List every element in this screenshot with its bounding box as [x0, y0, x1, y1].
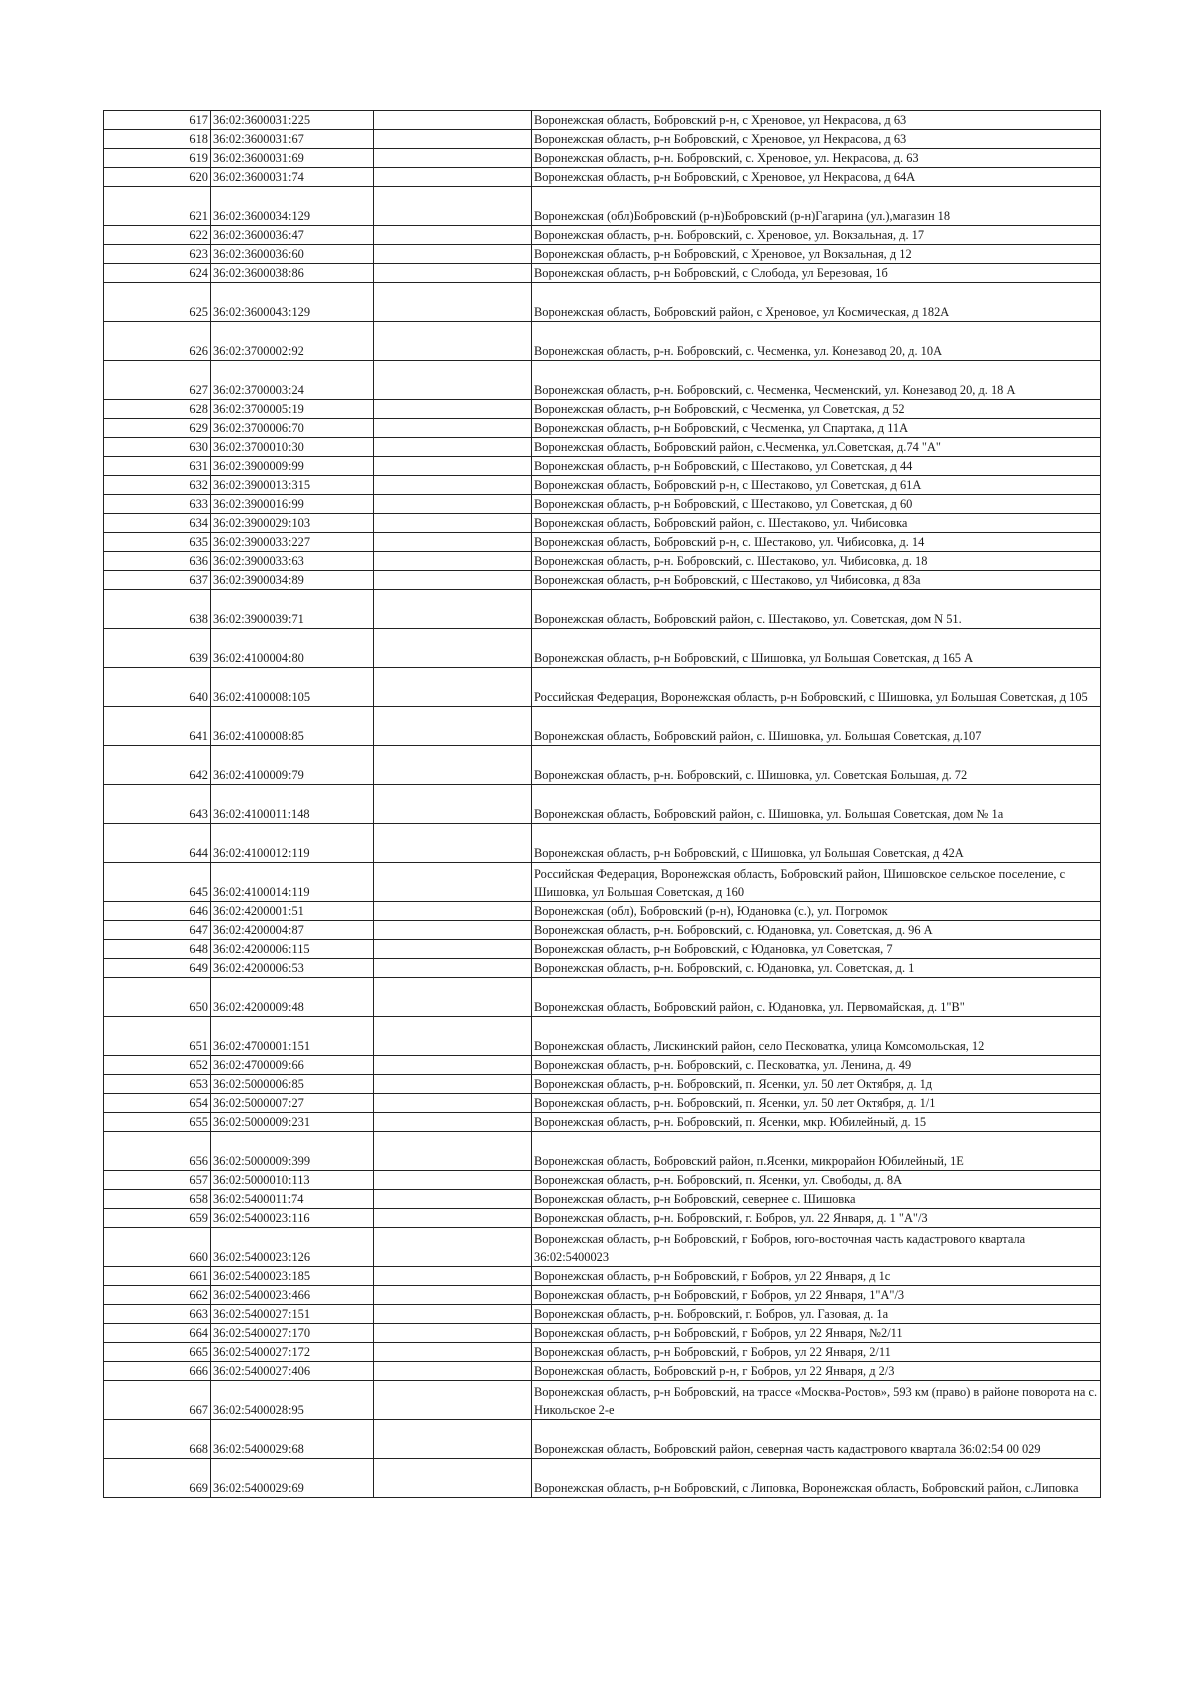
- table-row: [104, 1075, 1101, 1094]
- address-cell: Воронежская область, р-н. Бобровский, с. Хреновое, ул. Вокзальная, д. 17: [532, 226, 1101, 245]
- cadastral-number-cell: 36:02:3900013:315: [211, 476, 374, 495]
- address-cell: Воронежская область, р-н. Бобровский, г. Бобров, ул. 22 Января, д. 1 "А"/3: [532, 1209, 1101, 1228]
- empty-cell: [374, 1094, 532, 1113]
- empty-cell: [374, 959, 532, 978]
- address-cell: Воронежская (обл)Бобровский (р-н)Бобровский (р-н)Гагарина (ул.),магазин 18: [532, 187, 1101, 226]
- address-cell: Воронежская область, р-н Бобровский, с Шестаково, ул Чибисовка, д 83а: [532, 571, 1101, 590]
- address-cell: Воронежская область, р-н. Бобровский, г. Бобров, ул. Газовая, д. 1а: [532, 1305, 1101, 1324]
- row-number-cell: 644: [104, 824, 211, 863]
- address-cell: Воронежская область, р-н Бобровский, г Бобров, юго-восточная часть кадастрового квартала 36:02:5400023: [532, 1228, 1101, 1267]
- row-number-cell: 622: [104, 226, 211, 245]
- address-cell: Воронежская область, р-н. Бобровский, с. Чесменка, Чесменский, ул. Конезавод 20, д. 18 А: [532, 361, 1101, 400]
- address-cell: Воронежская область, р-н Бобровский, с Липовка, Воронежская область, Бобровский район, с.Липовка: [532, 1459, 1101, 1498]
- table-row: [104, 245, 1101, 264]
- table-row: [104, 1459, 1101, 1498]
- cadastral-number-cell: 36:02:4100014:119: [211, 863, 374, 902]
- row-number-cell: 663: [104, 1305, 211, 1324]
- cadastral-number-cell: 36:02:4100011:148: [211, 785, 374, 824]
- row-number-cell: 643: [104, 785, 211, 824]
- row-number-cell: 658: [104, 1190, 211, 1209]
- cadastral-number-cell: 36:02:4100008:85: [211, 707, 374, 746]
- cadastral-number-cell: 36:02:5000009:399: [211, 1132, 374, 1171]
- empty-cell: [374, 1017, 532, 1056]
- address-cell: Воронежская область, р-н Бобровский, г Бобров, ул 22 Января, 2/11: [532, 1343, 1101, 1362]
- address-cell: Воронежская область, р-н Бобровский, с Шестаково, ул Советская, д 44: [532, 457, 1101, 476]
- cadastral-number-cell: 36:02:5000009:231: [211, 1113, 374, 1132]
- empty-cell: [374, 187, 532, 226]
- table-row: [104, 1171, 1101, 1190]
- table-row: [104, 1017, 1101, 1056]
- table-row: [104, 130, 1101, 149]
- table-row: [104, 668, 1101, 707]
- table-row: [104, 571, 1101, 590]
- cadastral-number-cell: 36:02:4200009:48: [211, 978, 374, 1017]
- cadastral-number-cell: 36:02:3900034:89: [211, 571, 374, 590]
- row-number-cell: 668: [104, 1420, 211, 1459]
- table-row: [104, 921, 1101, 940]
- empty-cell: [374, 1267, 532, 1286]
- empty-cell: [374, 1113, 532, 1132]
- cadastral-number-cell: 36:02:3600031:74: [211, 168, 374, 187]
- address-cell: Воронежская область, Бобровский р-н, с Хреновое, ул Некрасова, д 63: [532, 111, 1101, 130]
- empty-cell: [374, 571, 532, 590]
- table-row: [104, 187, 1101, 226]
- empty-cell: [374, 495, 532, 514]
- cadastral-number-cell: 36:02:5000007:27: [211, 1094, 374, 1113]
- row-number-cell: 649: [104, 959, 211, 978]
- table-row: [104, 1343, 1101, 1362]
- cadastral-number-cell: 36:02:3600031:69: [211, 149, 374, 168]
- address-cell: Воронежская область, Бобровский район, п.Ясенки, микрорайон Юбилейный, 1Е: [532, 1132, 1101, 1171]
- table-row: [104, 1286, 1101, 1305]
- empty-cell: [374, 226, 532, 245]
- row-number-cell: 666: [104, 1362, 211, 1381]
- table-row: [104, 785, 1101, 824]
- row-number-cell: 664: [104, 1324, 211, 1343]
- cadastral-number-cell: 36:02:4100004:80: [211, 629, 374, 668]
- address-cell: Воронежская область, р-н. Бобровский, с. Шестаково, ул. Чибисовка, д. 18: [532, 552, 1101, 571]
- cadastral-number-cell: 36:02:4700009:66: [211, 1056, 374, 1075]
- row-number-cell: 656: [104, 1132, 211, 1171]
- cadastral-number-cell: 36:02:5000006:85: [211, 1075, 374, 1094]
- address-cell: Воронежская область, р-н. Бобровский, п. Ясенки, ул. 50 лет Октября, д. 1д: [532, 1075, 1101, 1094]
- table-row: [104, 1113, 1101, 1132]
- empty-cell: [374, 552, 532, 571]
- cadastral-number-cell: 36:02:5400027:172: [211, 1343, 374, 1362]
- table-row: [104, 824, 1101, 863]
- table-row: [104, 1267, 1101, 1286]
- row-number-cell: 636: [104, 552, 211, 571]
- table-row: [104, 1305, 1101, 1324]
- address-cell: Воронежская область, р-н. Бобровский, с. Юдановка, ул. Советская, д. 1: [532, 959, 1101, 978]
- address-cell: Воронежская область, р-н. Бобровский, с. Чесменка, ул. Конезавод 20, д. 10А: [532, 322, 1101, 361]
- table-row: [104, 707, 1101, 746]
- address-cell: Воронежская область, Бобровский район, с.Чесменка, ул.Советская, д.74 "А": [532, 438, 1101, 457]
- empty-cell: [374, 1305, 532, 1324]
- address-cell: Воронежская область, р-н Бобровский, с Шишовка, ул Большая Советская, д 42А: [532, 824, 1101, 863]
- cadastral-number-cell: 36:02:3600031:67: [211, 130, 374, 149]
- row-number-cell: 659: [104, 1209, 211, 1228]
- row-number-cell: 628: [104, 400, 211, 419]
- table-row: [104, 1420, 1101, 1459]
- row-number-cell: 645: [104, 863, 211, 902]
- cadastral-number-cell: 36:02:5000010:113: [211, 1171, 374, 1190]
- address-cell: Воронежская область, р-н Бобровский, с Хреновое, ул Некрасова, д 64А: [532, 168, 1101, 187]
- cadastral-number-cell: 36:02:5400027:170: [211, 1324, 374, 1343]
- empty-cell: [374, 130, 532, 149]
- empty-cell: [374, 921, 532, 940]
- empty-cell: [374, 940, 532, 959]
- row-number-cell: 653: [104, 1075, 211, 1094]
- cadastral-number-cell: 36:02:3700005:19: [211, 400, 374, 419]
- cadastral-number-cell: 36:02:3600038:86: [211, 264, 374, 283]
- empty-cell: [374, 283, 532, 322]
- row-number-cell: 618: [104, 130, 211, 149]
- row-number-cell: 651: [104, 1017, 211, 1056]
- empty-cell: [374, 1459, 532, 1498]
- address-cell: Воронежская область, Бобровский р-н, с. Шестаково, ул. Чибисовка, д. 14: [532, 533, 1101, 552]
- address-cell: Российская Федерация, Воронежская область, р-н Бобровский, с Шишовка, ул Большая Советская, д 105: [532, 668, 1101, 707]
- cadastral-number-cell: 36:02:5400029:69: [211, 1459, 374, 1498]
- address-cell: Воронежская область, р-н Бобровский, с Шестаково, ул Советская, д 60: [532, 495, 1101, 514]
- address-cell: Воронежская область, Бобровский район, северная часть кадастрового квартала 36:02:54 00 029: [532, 1420, 1101, 1459]
- table-row: [104, 457, 1101, 476]
- cadastral-number-cell: 36:02:5400023:116: [211, 1209, 374, 1228]
- empty-cell: [374, 1056, 532, 1075]
- empty-cell: [374, 514, 532, 533]
- cadastral-number-cell: 36:02:3900033:63: [211, 552, 374, 571]
- cadastral-number-cell: 36:02:3900039:71: [211, 590, 374, 629]
- cadastral-number-cell: 36:02:4100009:79: [211, 746, 374, 785]
- empty-cell: [374, 1209, 532, 1228]
- empty-cell: [374, 245, 532, 264]
- address-cell: Воронежская область, р-н. Бобровский, п. Ясенки, мкр. Юбилейный, д. 15: [532, 1113, 1101, 1132]
- cadastral-number-cell: 36:02:5400027:151: [211, 1305, 374, 1324]
- cadastral-number-cell: 36:02:4200006:115: [211, 940, 374, 959]
- table-row: [104, 590, 1101, 629]
- table-row: [104, 283, 1101, 322]
- cadastral-number-cell: 36:02:3900029:103: [211, 514, 374, 533]
- row-number-cell: 639: [104, 629, 211, 668]
- address-cell: Воронежская область, Лискинский район, село Песковатка, улица Комсомольская, 12: [532, 1017, 1101, 1056]
- cadastral-number-cell: 36:02:5400028:95: [211, 1381, 374, 1420]
- row-number-cell: 662: [104, 1286, 211, 1305]
- address-cell: Воронежская область, Бобровский р-н, с Шестаково, ул Советская, д 61А: [532, 476, 1101, 495]
- address-cell: Воронежская область, Бобровский район, с. Юдановка, ул. Первомайская, д. 1"В": [532, 978, 1101, 1017]
- address-cell: Воронежская область, р-н Бобровский, с Шишовка, ул Большая Советская, д 165 А: [532, 629, 1101, 668]
- address-cell: Воронежская область, р-н Бобровский, г Бобров, ул 22 Января, д 1с: [532, 1267, 1101, 1286]
- address-cell: Воронежская (обл), Бобровский (р-н), Юдановка (с.), ул. Погромок: [532, 902, 1101, 921]
- table-row: [104, 940, 1101, 959]
- empty-cell: [374, 457, 532, 476]
- address-cell: Воронежская область, р-н. Бобровский, п. Ясенки, ул. Свободы, д. 8А: [532, 1171, 1101, 1190]
- empty-cell: [374, 824, 532, 863]
- address-cell: Воронежская область, р-н Бобровский, г Бобров, ул 22 Января, 1"А"/3: [532, 1286, 1101, 1305]
- table-row: [104, 226, 1101, 245]
- cadastral-number-cell: 36:02:3700006:70: [211, 419, 374, 438]
- row-number-cell: 669: [104, 1459, 211, 1498]
- empty-cell: [374, 419, 532, 438]
- table-row: [104, 419, 1101, 438]
- cadastral-number-cell: 36:02:3700003:24: [211, 361, 374, 400]
- empty-cell: [374, 1075, 532, 1094]
- row-number-cell: 655: [104, 1113, 211, 1132]
- row-number-cell: 646: [104, 902, 211, 921]
- cadastral-number-cell: 36:02:3600043:129: [211, 283, 374, 322]
- row-number-cell: 652: [104, 1056, 211, 1075]
- empty-cell: [374, 438, 532, 457]
- empty-cell: [374, 785, 532, 824]
- cadastral-number-cell: 36:02:3900009:99: [211, 457, 374, 476]
- address-cell: Воронежская область, р-н Бобровский, с Чесменка, ул Спартака, д 11А: [532, 419, 1101, 438]
- cadastral-number-cell: 36:02:4200001:51: [211, 902, 374, 921]
- cadastral-number-cell: 36:02:3900016:99: [211, 495, 374, 514]
- cadastral-number-cell: 36:02:3700010:30: [211, 438, 374, 457]
- address-cell: Воронежская область, р-н Бобровский, на трассе «Москва-Ростов», 593 км (право) в районе поворота на с. Никольское 2-е: [532, 1381, 1101, 1420]
- empty-cell: [374, 746, 532, 785]
- address-cell: Воронежская область, р-н Бобровский, с Чесменка, ул Советская, д 52: [532, 400, 1101, 419]
- row-number-cell: 626: [104, 322, 211, 361]
- empty-cell: [374, 902, 532, 921]
- row-number-cell: 630: [104, 438, 211, 457]
- cadastral-number-cell: 36:02:4700001:151: [211, 1017, 374, 1056]
- table-row: [104, 1132, 1101, 1171]
- row-number-cell: 631: [104, 457, 211, 476]
- table-row: [104, 168, 1101, 187]
- address-cell: Воронежская область, р-н Бобровский, с Хреновое, ул Некрасова, д 63: [532, 130, 1101, 149]
- row-number-cell: 629: [104, 419, 211, 438]
- cadastral-number-cell: 36:02:4200004:87: [211, 921, 374, 940]
- table-row: [104, 361, 1101, 400]
- table-row: [104, 552, 1101, 571]
- address-cell: Воронежская область, р-н. Бобровский, с. Юдановка, ул. Советская, д. 96 А: [532, 921, 1101, 940]
- row-number-cell: 638: [104, 590, 211, 629]
- empty-cell: [374, 361, 532, 400]
- row-number-cell: 647: [104, 921, 211, 940]
- cadastral-number-cell: 36:02:4100008:105: [211, 668, 374, 707]
- address-cell: Воронежская область, Бобровский район, с. Шестаково, ул. Чибисовка: [532, 514, 1101, 533]
- row-number-cell: 625: [104, 283, 211, 322]
- table-row: [104, 1209, 1101, 1228]
- cadastral-number-cell: 36:02:3700002:92: [211, 322, 374, 361]
- row-number-cell: 632: [104, 476, 211, 495]
- empty-cell: [374, 1286, 532, 1305]
- empty-cell: [374, 149, 532, 168]
- address-cell: Воронежская область, р-н Бобровский, с Слобода, ул Березовая, 1б: [532, 264, 1101, 283]
- address-cell: Воронежская область, р-н. Бобровский, п. Ясенки, ул. 50 лет Октября, д. 1/1: [532, 1094, 1101, 1113]
- empty-cell: [374, 978, 532, 1017]
- cadastral-number-cell: 36:02:3900033:227: [211, 533, 374, 552]
- empty-cell: [374, 533, 532, 552]
- empty-cell: [374, 668, 532, 707]
- empty-cell: [374, 1132, 532, 1171]
- empty-cell: [374, 400, 532, 419]
- table-body: [104, 111, 1101, 1498]
- table-row: [104, 1324, 1101, 1343]
- table-row: [104, 902, 1101, 921]
- table-row: [104, 476, 1101, 495]
- property-register-table: [103, 110, 1101, 1498]
- address-cell: Воронежская область, Бобровский район, с Хреновое, ул Космическая, д 182А: [532, 283, 1101, 322]
- table-row: [104, 400, 1101, 419]
- row-number-cell: 661: [104, 1267, 211, 1286]
- cadastral-number-cell: 36:02:3600034:129: [211, 187, 374, 226]
- empty-cell: [374, 590, 532, 629]
- table-row: [104, 959, 1101, 978]
- table-row: [104, 1362, 1101, 1381]
- row-number-cell: 627: [104, 361, 211, 400]
- empty-cell: [374, 168, 532, 187]
- row-number-cell: 648: [104, 940, 211, 959]
- row-number-cell: 642: [104, 746, 211, 785]
- address-cell: Воронежская область, р-н Бобровский, с Юдановка, ул Советская, 7: [532, 940, 1101, 959]
- empty-cell: [374, 629, 532, 668]
- row-number-cell: 624: [104, 264, 211, 283]
- table-row: [104, 1094, 1101, 1113]
- cadastral-number-cell: 36:02:5400023:185: [211, 1267, 374, 1286]
- row-number-cell: 654: [104, 1094, 211, 1113]
- cadastral-number-cell: 36:02:5400023:126: [211, 1228, 374, 1267]
- cadastral-number-cell: 36:02:4100012:119: [211, 824, 374, 863]
- empty-cell: [374, 1171, 532, 1190]
- row-number-cell: 623: [104, 245, 211, 264]
- address-cell: Воронежская область, Бобровский район, с. Шишовка, ул. Большая Советская, дом № 1а: [532, 785, 1101, 824]
- address-cell: Российская Федерация, Воронежская область, Бобровский район, Шишовское сельское поселение, с Шишовка, ул Большая Советская, д 160: [532, 863, 1101, 902]
- empty-cell: [374, 1362, 532, 1381]
- table-row: [104, 438, 1101, 457]
- address-cell: Воронежская область, р-н Бобровский, севернее с. Шишовка: [532, 1190, 1101, 1209]
- table-row: [104, 746, 1101, 785]
- empty-cell: [374, 322, 532, 361]
- empty-cell: [374, 707, 532, 746]
- table-row: [104, 533, 1101, 552]
- table-row: [104, 629, 1101, 668]
- cadastral-number-cell: 36:02:3600036:60: [211, 245, 374, 264]
- address-cell: Воронежская область, Бобровский р-н, г Бобров, ул 22 Января, д 2/3: [532, 1362, 1101, 1381]
- cadastral-number-cell: 36:02:5400029:68: [211, 1420, 374, 1459]
- empty-cell: [374, 1381, 532, 1420]
- empty-cell: [374, 1190, 532, 1209]
- row-number-cell: 633: [104, 495, 211, 514]
- row-number-cell: 650: [104, 978, 211, 1017]
- empty-cell: [374, 1324, 532, 1343]
- address-cell: Воронежская область, Бобровский район, с. Шишовка, ул. Большая Советская, д.107: [532, 707, 1101, 746]
- table-row: [104, 863, 1101, 902]
- cadastral-number-cell: 36:02:4200006:53: [211, 959, 374, 978]
- table-row: [104, 1056, 1101, 1075]
- address-cell: Воронежская область, р-н Бобровский, г Бобров, ул 22 Января, №2/11: [532, 1324, 1101, 1343]
- row-number-cell: 657: [104, 1171, 211, 1190]
- row-number-cell: 637: [104, 571, 211, 590]
- table-row: [104, 322, 1101, 361]
- empty-cell: [374, 111, 532, 130]
- row-number-cell: 665: [104, 1343, 211, 1362]
- row-number-cell: 634: [104, 514, 211, 533]
- table-row: [104, 495, 1101, 514]
- row-number-cell: 621: [104, 187, 211, 226]
- cadastral-number-cell: 36:02:3600036:47: [211, 226, 374, 245]
- table-row: [104, 1190, 1101, 1209]
- table-row: [104, 264, 1101, 283]
- row-number-cell: 667: [104, 1381, 211, 1420]
- table-row: [104, 514, 1101, 533]
- empty-cell: [374, 1420, 532, 1459]
- empty-cell: [374, 1343, 532, 1362]
- empty-cell: [374, 863, 532, 902]
- cadastral-number-cell: 36:02:3600031:225: [211, 111, 374, 130]
- empty-cell: [374, 264, 532, 283]
- row-number-cell: 641: [104, 707, 211, 746]
- table-row: [104, 1381, 1101, 1420]
- address-cell: Воронежская область, Бобровский район, с. Шестаково, ул. Советская, дом N 51.: [532, 590, 1101, 629]
- table-row: [104, 978, 1101, 1017]
- row-number-cell: 660: [104, 1228, 211, 1267]
- address-cell: Воронежская область, р-н. Бобровский, с. Хреновое, ул. Некрасова, д. 63: [532, 149, 1101, 168]
- table-row: [104, 1228, 1101, 1267]
- row-number-cell: 620: [104, 168, 211, 187]
- empty-cell: [374, 1228, 532, 1267]
- row-number-cell: 635: [104, 533, 211, 552]
- cadastral-number-cell: 36:02:5400027:406: [211, 1362, 374, 1381]
- row-number-cell: 640: [104, 668, 211, 707]
- address-cell: Воронежская область, р-н. Бобровский, с. Шишовка, ул. Советская Большая, д. 72: [532, 746, 1101, 785]
- address-cell: Воронежская область, р-н. Бобровский, с. Песковатка, ул. Ленина, д. 49: [532, 1056, 1101, 1075]
- cadastral-number-cell: 36:02:5400011:74: [211, 1190, 374, 1209]
- row-number-cell: 617: [104, 111, 211, 130]
- empty-cell: [374, 476, 532, 495]
- row-number-cell: 619: [104, 149, 211, 168]
- address-cell: Воронежская область, р-н Бобровский, с Хреновое, ул Вокзальная, д 12: [532, 245, 1101, 264]
- table-row: [104, 111, 1101, 130]
- cadastral-number-cell: 36:02:5400023:466: [211, 1286, 374, 1305]
- table-row: [104, 149, 1101, 168]
